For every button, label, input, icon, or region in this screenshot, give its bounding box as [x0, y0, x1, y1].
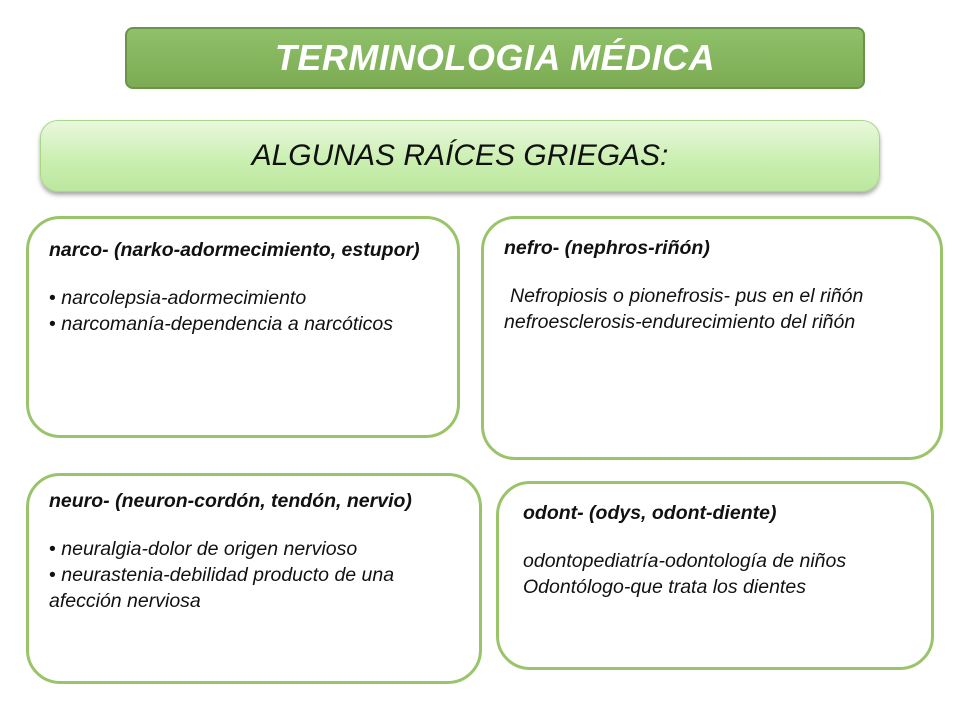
root-example: Nefropiosis o pionefrosis- pus en el riñón — [510, 285, 864, 307]
root-example: • narcomanía-dependencia a narcóticos — [49, 311, 441, 337]
root-example: • neurastenia-debilidad producto de una afección nerviosa — [49, 562, 463, 614]
root-heading: odont- (odys, odont-diente) — [523, 502, 777, 524]
page-title: TERMINOLOGIA MÉDICA — [125, 27, 865, 89]
root-example: • neuralgia-dolor de origen nervioso — [49, 536, 463, 562]
root-heading: nefro- (nephros-riñón) — [504, 237, 710, 259]
root-card-odont — [496, 481, 934, 670]
section-subtitle: ALGUNAS RAÍCES GRIEGAS: — [40, 120, 880, 192]
root-heading: narco- (narko-adormecimiento, estupor) — [49, 239, 420, 261]
root-card-narco — [26, 216, 460, 438]
root-example: nefroesclerosis-endurecimiento del riñón — [504, 311, 856, 333]
root-card-neuro — [26, 473, 482, 684]
root-example: • narcolepsia-adormecimiento — [49, 285, 441, 311]
root-example: Odontólogo-que trata los dientes — [523, 576, 806, 598]
root-heading: neuro- (neuron-cordón, tendón, nervio) — [49, 490, 412, 512]
root-card-nefro — [481, 216, 943, 460]
root-example: odontopediatría-odontología de niños — [523, 550, 847, 572]
